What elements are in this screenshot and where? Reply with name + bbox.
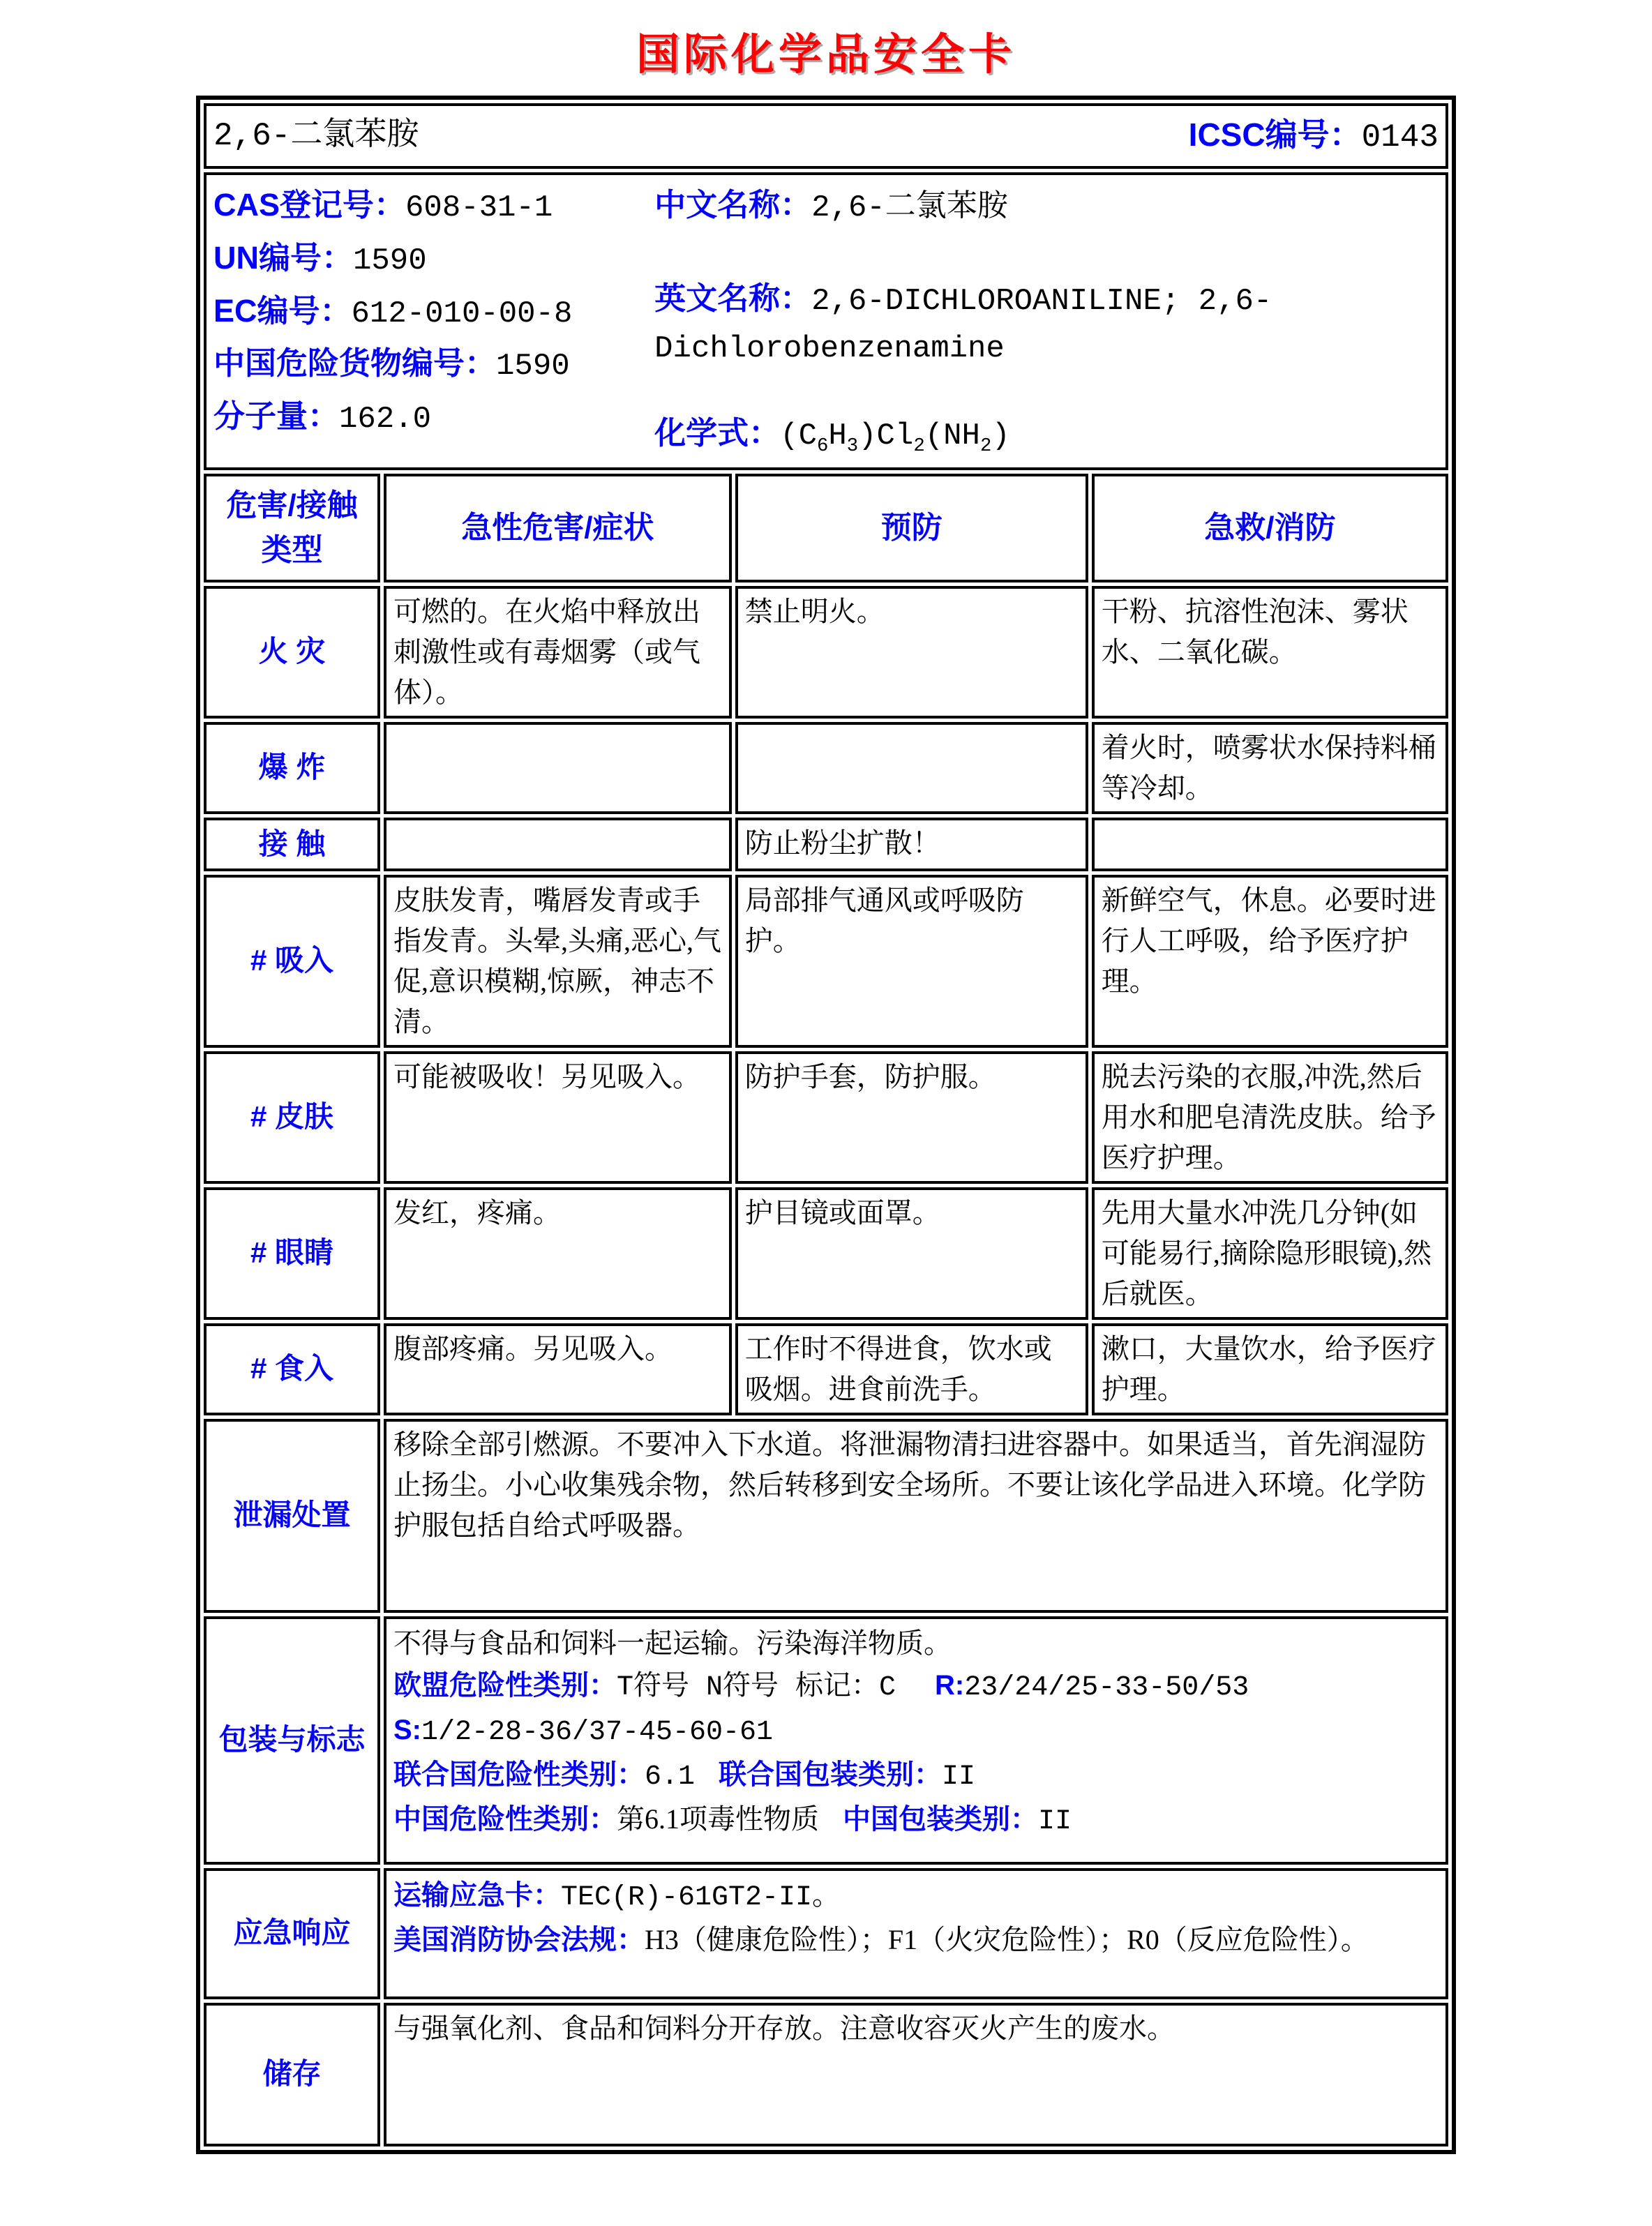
emergency-section-content: [384, 1868, 1448, 1999]
spill-section-row: [204, 1419, 1448, 1613]
chinese-name-value: 2,6-二氯苯胺: [811, 190, 1008, 225]
english-name-value: 2,6-DICHLOROANILINE; 2,6-Dichlorobenzenamine: [654, 283, 1272, 366]
english-name-line: [654, 276, 1439, 372]
row-label-ingestion: # 食入: [204, 1323, 380, 1415]
un-value: 1590: [353, 243, 427, 278]
fire-firstaid: 干粉、抗溶性泡沫、雾状水、二氧化碳。: [1092, 586, 1448, 719]
inhalation-firstaid: 新鲜空气，休息。必要时进行人工呼吸，给予医疗护理。: [1092, 875, 1448, 1048]
formula-line: [654, 410, 1439, 460]
skin-firstaid: 脱去污染的衣服,冲洗,然后用水和肥皂清洗皮肤。给予医疗护理。: [1092, 1051, 1448, 1184]
chinese-name-label: 中文名称：: [654, 187, 812, 223]
mol-weight-value: 162.0: [339, 402, 432, 437]
cn-hazard-class-value: 第6.1项毒性物质: [616, 1803, 819, 1835]
packaging-section-row: [204, 1616, 1448, 1865]
name-cell: [204, 103, 1448, 169]
packaging-section-label: 包装与标志: [204, 1616, 380, 1865]
mol-weight-label: 分子量：: [213, 398, 340, 435]
row-label-eyes: # 眼睛: [204, 1187, 380, 1320]
un-hazard-class-value: 6.1: [644, 1761, 695, 1793]
china-dg-number-line: [213, 340, 654, 389]
tec-card-label: 运输应急卡：: [393, 1879, 561, 1911]
cn-pack-group-value: II: [1037, 1805, 1072, 1837]
s-phrases-value: 1/2-28-36/37-45-60-61: [421, 1716, 774, 1748]
un-label: UN编号：: [213, 239, 353, 276]
cn-pack-group-label: 中国包装类别：: [842, 1803, 1038, 1835]
storage-section-label: 储存: [204, 2003, 380, 2146]
ingestion-symptoms: 腹部疼痛。另见吸入。: [384, 1323, 732, 1415]
un-class-line: [393, 1754, 1439, 1798]
explosion-prevention: [735, 722, 1088, 814]
spill-section-label: 泄漏处置: [204, 1419, 380, 1613]
cn-hazard-class-label: 中国危险性类别：: [393, 1803, 617, 1835]
s-phrases-line: [393, 1710, 1439, 1753]
identifiers-left: [213, 178, 654, 465]
row-label-exposure: 接 触: [204, 818, 380, 871]
china-dg-label: 中国危险货物编号：: [213, 345, 497, 382]
storage-section-text: 与强氧化剂、食品和饲料分开存放。注意收容灭火产生的废水。: [384, 2003, 1448, 2146]
identifiers-right: [654, 178, 1439, 465]
packaging-section-content: [384, 1616, 1448, 1865]
icsc-label: ICSC编号：: [1188, 116, 1362, 153]
cas-label: CAS登记号：: [213, 187, 406, 223]
row-label-explosion: 爆 炸: [204, 722, 380, 814]
table-row-fire: [204, 586, 1448, 719]
tec-card-value: TEC(R)-61GT2-II。: [560, 1881, 841, 1913]
eyes-firstaid: 先用大量水冲洗几分钟(如可能易行,摘除隐形眼镜),然后就医。: [1092, 1187, 1448, 1320]
packaging-transport-note: 不得与食品和饲料一起运输。污染海洋物质。: [393, 1627, 952, 1659]
un-pack-group-value: II: [941, 1761, 975, 1793]
ec-value: 612-010-00-8: [351, 296, 573, 331]
ec-label: EC编号：: [213, 292, 352, 329]
inhalation-symptoms: 皮肤发青，嘴唇发青或手指发青。头晕,头痛,恶心,气促,意识模糊,惊厥，神志不清。: [384, 875, 732, 1048]
table-row-exposure: [204, 818, 1448, 871]
un-pack-group-label: 联合国包装类别：: [718, 1759, 942, 1790]
eu-hazard-class-line: [393, 1665, 1439, 1708]
inhalation-prevention: 局部排气通风或呼吸防护。: [735, 875, 1088, 1048]
nfpa-value: H3（健康危险性）；F1（火灾危险性）；R0（反应危险性）。: [644, 1923, 1369, 1955]
page-title: 国际化学品安全卡: [636, 31, 1016, 79]
emergency-section-row: [204, 1868, 1448, 1999]
eyes-symptoms: 发红，疼痛。: [384, 1187, 732, 1320]
icsc-value: 0143: [1361, 119, 1439, 156]
emergency-section-label: 应急响应: [204, 1868, 380, 1999]
storage-section-row: [204, 2003, 1448, 2146]
chinese-name-line: [654, 182, 1439, 231]
exposure-firstaid: [1092, 818, 1448, 871]
identifiers-cell: [204, 172, 1448, 470]
un-hazard-class-label: 联合国危险性类别：: [393, 1759, 645, 1790]
english-name-label: 英文名称：: [654, 280, 812, 316]
eyes-prevention: 护目镜或面罩。: [735, 1187, 1088, 1320]
cas-number-line: [213, 182, 654, 231]
explosion-symptoms: [384, 722, 732, 814]
col-header-prevention: 预防: [735, 474, 1088, 582]
tec-card-line: [393, 1875, 1439, 1918]
exposure-symptoms: [384, 818, 732, 871]
r-phrases-label: R:: [934, 1669, 965, 1701]
r-phrases-value: 23/24/25-33-50/53: [964, 1671, 1249, 1704]
ec-number-line: [213, 288, 654, 337]
table-row-explosion: [204, 722, 1448, 814]
cn-class-line: [393, 1799, 1439, 1842]
col-header-firstaid: 急救/消防: [1092, 474, 1448, 582]
skin-symptoms: 可能被吸收！另见吸入。: [384, 1051, 732, 1184]
ingestion-prevention: 工作时不得进食，饮水或吸烟。进食前洗手。: [735, 1323, 1088, 1415]
exposure-prevention: 防止粉尘扩散！: [735, 818, 1088, 871]
row-label-inhalation: # 吸入: [204, 875, 380, 1048]
spill-section-text: 移除全部引燃源。不要冲入下水道。将泄漏物清扫进容器中。如果适当，首先润湿防止扬尘。小心收集残余物，然后转移到安全场所。不要让该化学品进入环境。化学防护服包括自给式呼吸器。: [384, 1419, 1448, 1613]
icsc-card-table: [196, 96, 1456, 2154]
s-phrases-label: S:: [393, 1714, 421, 1745]
table-row-inhalation: [204, 875, 1448, 1048]
explosion-firstaid: 着火时，喷雾状水保持料桶等冷却。: [1092, 722, 1448, 814]
nfpa-label: 美国消防协会法规：: [393, 1924, 645, 1955]
ingestion-firstaid: 漱口，大量饮水，给予医疗护理。: [1092, 1323, 1448, 1415]
name-row: [204, 103, 1448, 169]
skin-prevention: 防护手套，防护服。: [735, 1051, 1088, 1184]
fire-prevention: 禁止明火。: [735, 586, 1088, 719]
eu-hazard-class-label: 欧盟危险性类别：: [393, 1669, 617, 1701]
chemical-name: 2,6-二氯苯胺: [213, 117, 419, 154]
identifiers-row: [204, 172, 1448, 470]
col-header-hazard-type: 危害/接触类型: [204, 474, 380, 582]
row-label-skin: # 皮肤: [204, 1051, 380, 1184]
nfpa-line: [393, 1920, 1439, 1960]
icsc-number: [1189, 112, 1439, 161]
eu-hazard-class-value: T符号 N符号 标记：C: [616, 1671, 896, 1704]
cas-value: 608-31-1: [405, 190, 553, 225]
un-number-line: [213, 235, 654, 284]
hazard-header-row: [204, 474, 1448, 582]
table-row-eyes: [204, 1187, 1448, 1320]
fire-symptoms: 可燃的。在火焰中释放出刺激性或有毒烟雾（或气体）。: [384, 586, 732, 719]
mol-weight-line: [213, 393, 654, 442]
formula-label: 化学式：: [654, 415, 781, 451]
table-row-skin: [204, 1051, 1448, 1184]
row-label-fire: 火 灾: [204, 586, 380, 719]
col-header-symptoms: 急性危害/症状: [384, 474, 732, 582]
china-dg-value: 1590: [496, 349, 570, 384]
chemical-formula: $(C_6H_3)Cl_2(NH_2)$: [780, 419, 1010, 458]
table-row-ingestion: [204, 1323, 1448, 1415]
